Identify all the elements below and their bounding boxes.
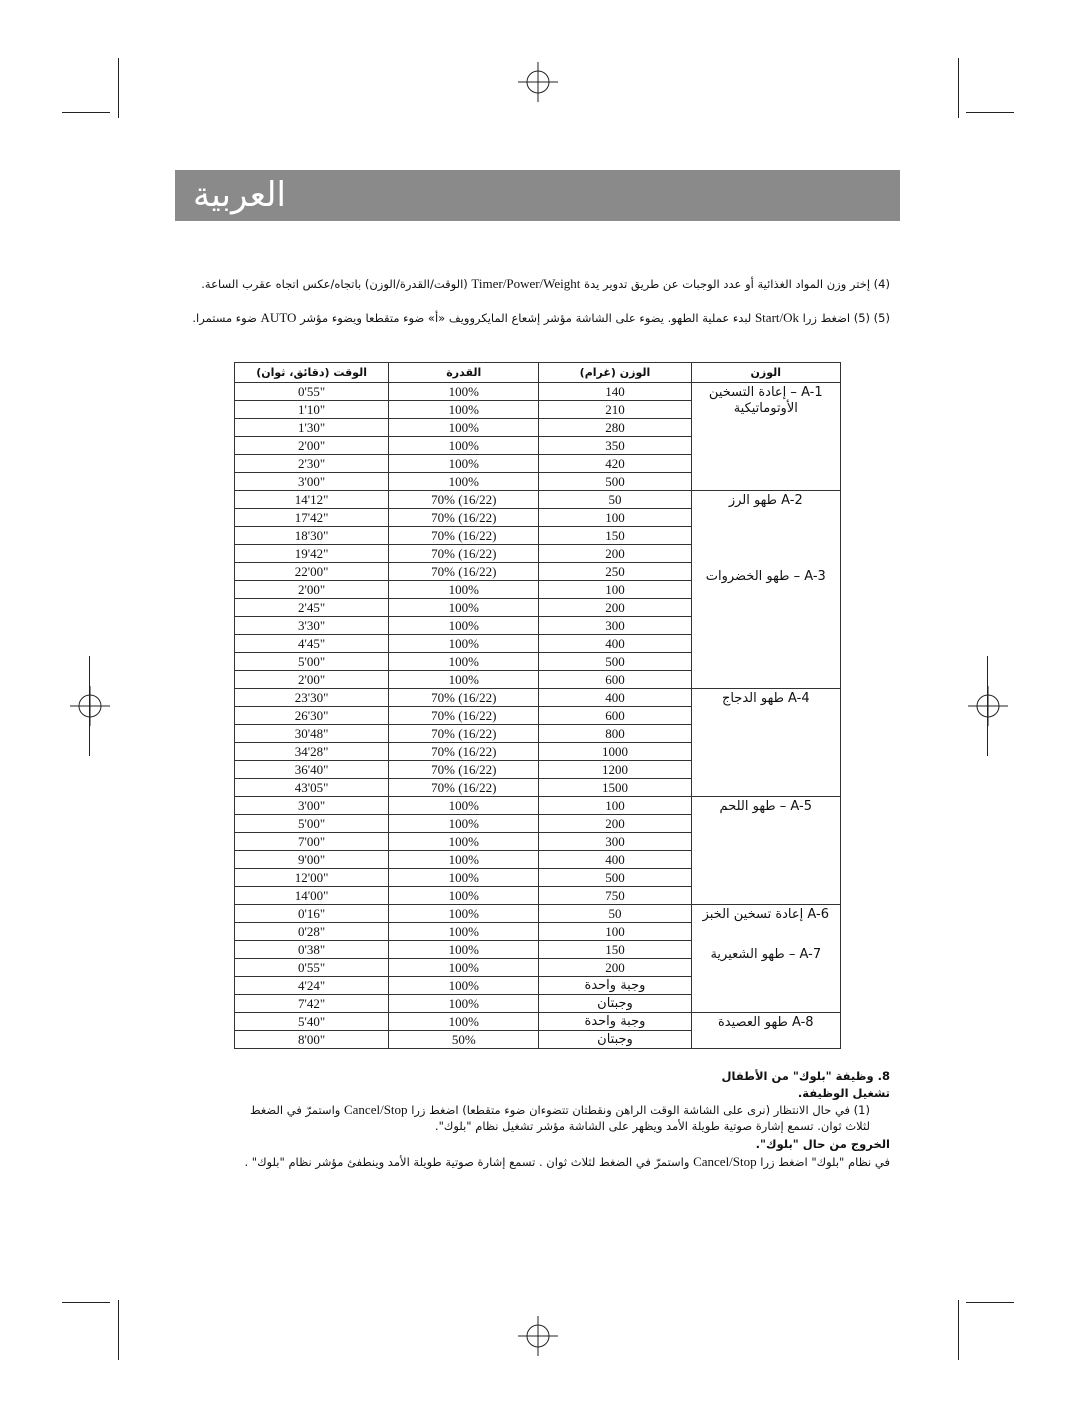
intro-step-5 [188, 310, 890, 326]
cell-time: 30'48" [235, 725, 389, 743]
crop-mark [958, 1300, 959, 1360]
step5-button: Start/Ok [754, 310, 800, 325]
cell-program [691, 797, 840, 905]
cell-time: 22'00" [235, 563, 389, 581]
step4-knob: Timer/Power/Weight [471, 276, 581, 291]
col-time: الوقت (دقائق، ثوان) [235, 363, 389, 383]
page-title: العربية [193, 175, 286, 215]
cell-time: 23'30" [235, 689, 389, 707]
table-row [235, 797, 841, 815]
cell-power: 100% [389, 581, 539, 599]
cell-power: 100% [389, 617, 539, 635]
cell-weight: 100 [539, 509, 691, 527]
cell-time: 5'40" [235, 1013, 389, 1031]
cell-time: 2'00" [235, 581, 389, 599]
cell-weight: 200 [539, 959, 691, 977]
col-weight: الوزن (غرام) [539, 363, 691, 383]
table-body [235, 383, 841, 1049]
cell-time: 3'00" [235, 797, 389, 815]
cell-time: 12'00" [235, 869, 389, 887]
step5-text: (5) (5) اضغط زرا [802, 311, 890, 325]
table-row [235, 905, 841, 923]
cell-time: 0'55" [235, 383, 389, 401]
table-header-row [235, 363, 841, 383]
table-row [235, 383, 841, 401]
cell-power: 100% [389, 635, 539, 653]
cell-weight: 750 [539, 887, 691, 905]
cell-weight: 1200 [539, 761, 691, 779]
cell-weight: 500 [539, 473, 691, 491]
crop-mark [966, 1302, 1014, 1303]
cell-power: 100% [389, 887, 539, 905]
cell-power: 70% (16/22) [389, 491, 539, 509]
program-label: A-4 طهو الدجاج [721, 691, 810, 706]
cell-time: 3'30" [235, 617, 389, 635]
registration-mark-icon [968, 686, 1008, 726]
cell-weight: 210 [539, 401, 691, 419]
program-label: A-8 طهو العصيدة [717, 1015, 814, 1030]
cell-weight: وجبة واحدة [539, 977, 691, 995]
cell-weight: 200 [539, 599, 691, 617]
step5-auto: AUTO [260, 310, 297, 325]
cell-weight: 100 [539, 797, 691, 815]
cell-time: 2'30" [235, 455, 389, 473]
program-label: A-5 – طهو اللحم [719, 799, 812, 814]
cell-time: 0'55" [235, 959, 389, 977]
cell-power: 70% (16/22) [389, 563, 539, 581]
cell-power: 100% [389, 815, 539, 833]
cell-weight: 140 [539, 383, 691, 401]
cell-weight: 250 [539, 563, 691, 581]
auto-cook-table [234, 362, 841, 1049]
cell-time: 17'42" [235, 509, 389, 527]
cell-power: 70% (16/22) [389, 779, 539, 797]
cell-weight: 1500 [539, 779, 691, 797]
cell-power: 100% [389, 977, 539, 995]
cell-weight: 400 [539, 689, 691, 707]
cell-power: 70% (16/22) [389, 689, 539, 707]
cell-weight: 200 [539, 545, 691, 563]
cell-weight: 150 [539, 527, 691, 545]
enable-text-a: (1) في حال الانتظار (نرى على الشاشة الوقت الراهن ونقطتان تتضوءان ضوء متقطعا) اضغط زرا [411, 1103, 870, 1117]
cell-power: 100% [389, 941, 539, 959]
cell-time: 34'28" [235, 743, 389, 761]
cell-weight: 400 [539, 635, 691, 653]
cell-power: 100% [389, 401, 539, 419]
cell-time: 26'30" [235, 707, 389, 725]
crop-mark [118, 58, 119, 118]
cell-power: 100% [389, 599, 539, 617]
cell-weight: 300 [539, 833, 691, 851]
cell-power: 100% [389, 923, 539, 941]
header-band [175, 170, 900, 221]
cell-weight: 1000 [539, 743, 691, 761]
crop-mark [958, 58, 959, 118]
cell-time: 7'00" [235, 833, 389, 851]
cell-time: 0'28" [235, 923, 389, 941]
exit-text-a: في نظام "بلوك" اضغط زرا [760, 1155, 890, 1169]
cell-weight: 600 [539, 671, 691, 689]
table-row [235, 689, 841, 707]
cell-weight: 500 [539, 869, 691, 887]
cell-weight: 500 [539, 653, 691, 671]
cell-weight: 800 [539, 725, 691, 743]
cell-weight: وجبة واحدة [539, 1013, 691, 1031]
crop-mark [89, 656, 90, 756]
cell-power: 100% [389, 419, 539, 437]
cell-power: 100% [389, 995, 539, 1013]
cell-weight: 350 [539, 437, 691, 455]
cell-power: 100% [389, 833, 539, 851]
cell-weight: 300 [539, 617, 691, 635]
cell-power: 100% [389, 653, 539, 671]
crop-mark [966, 112, 1014, 113]
cell-weight: 100 [539, 923, 691, 941]
cell-power: 70% (16/22) [389, 707, 539, 725]
cell-time: 9'00" [235, 851, 389, 869]
registration-mark-icon [70, 686, 110, 726]
cell-time: 2'45" [235, 599, 389, 617]
cell-power: 100% [389, 455, 539, 473]
crop-mark [118, 1300, 119, 1360]
cell-power: 100% [389, 869, 539, 887]
exit-button: Cancel/Stop [693, 1154, 757, 1169]
crop-mark [62, 112, 110, 113]
cell-program [691, 689, 840, 797]
crop-mark [987, 656, 988, 756]
cell-weight: 400 [539, 851, 691, 869]
cell-time: 5'00" [235, 653, 389, 671]
cell-time: 19'42" [235, 545, 389, 563]
program-label: A-1 – إعادة التسخين الأوتوماتيكية [708, 385, 823, 416]
cell-power: 70% (16/22) [389, 527, 539, 545]
cell-time: 1'10" [235, 401, 389, 419]
cell-power: 70% (16/22) [389, 761, 539, 779]
child-lock-exit-text [220, 1154, 890, 1170]
cell-time: 0'38" [235, 941, 389, 959]
child-lock-exit-title: الخروج من حال "بلوك". [755, 1137, 890, 1151]
cell-weight: 150 [539, 941, 691, 959]
cell-weight: 420 [539, 455, 691, 473]
cell-program [691, 905, 840, 1013]
cell-program [691, 491, 840, 689]
cell-weight: 50 [539, 491, 691, 509]
child-lock-enable-text [240, 1102, 870, 1134]
cell-weight: 280 [539, 419, 691, 437]
table-row [235, 1013, 841, 1031]
registration-mark-icon [518, 62, 558, 102]
cell-time: 8'00" [235, 1031, 389, 1049]
child-lock-enable-title: تشغيل الوظيفة. [797, 1086, 890, 1100]
cell-weight: 100 [539, 581, 691, 599]
cell-time: 0'16" [235, 905, 389, 923]
program-label: A-7 – طهو الشعيرية [710, 947, 822, 962]
cell-power: 70% (16/22) [389, 545, 539, 563]
cell-power: 100% [389, 671, 539, 689]
program-label: A-3 – طهو الخضروات [705, 569, 826, 584]
cell-time: 14'12" [235, 491, 389, 509]
cell-time: 2'00" [235, 671, 389, 689]
step5-tail: ضوء مستمرا. [192, 311, 257, 325]
cell-power: 100% [389, 383, 539, 401]
exit-text-b: واستمرّ في الضغط لثلاث ثوان . تسمع إشارة صوتية طويلة الأمد وينطفئ مؤشر نظام "بلوك" . [244, 1155, 690, 1169]
step4-tail: (الوقت/القدرة/الوزن) باتجاه/عكس اتجاه عقرب الساعة. [201, 277, 468, 291]
cell-weight: 600 [539, 707, 691, 725]
table-row [235, 491, 841, 509]
col-power: القدرة [389, 363, 539, 383]
cell-time: 43'05" [235, 779, 389, 797]
cell-weight: وجبتان [539, 995, 691, 1013]
cell-time: 1'30" [235, 419, 389, 437]
registration-mark-icon [518, 1316, 558, 1356]
cell-power: 100% [389, 1013, 539, 1031]
cell-power: 100% [389, 437, 539, 455]
cell-time: 2'00" [235, 437, 389, 455]
cell-power: 70% (16/22) [389, 725, 539, 743]
cell-weight: وجبتان [539, 1031, 691, 1049]
cell-time: 4'24" [235, 977, 389, 995]
intro-step-4 [188, 276, 890, 292]
cell-time: 7'42" [235, 995, 389, 1013]
cell-time: 36'40" [235, 761, 389, 779]
cell-power: 100% [389, 959, 539, 977]
enable-text-b: واستمرّ في الضغط لثلاث ثوان. تسمع إشارة صوتية طويلة الأمد ويظهر على الشاشة مؤشر تشغيل نظام "بلوك". [249, 1103, 870, 1133]
step4-text: (4) إختر وزن المواد الغذائية أو عدد الوجبات عن طريق تدوير يدة [584, 277, 890, 291]
cell-program [691, 383, 840, 491]
cell-time: 3'00" [235, 473, 389, 491]
cell-weight: 50 [539, 905, 691, 923]
crop-mark [62, 1302, 110, 1303]
program-label: A-6 إعادة تسخين الخبز [702, 907, 829, 922]
cell-power: 100% [389, 797, 539, 815]
cell-time: 4'45" [235, 635, 389, 653]
cell-power: 50% [389, 1031, 539, 1049]
enable-button: Cancel/Stop [343, 1102, 408, 1117]
cell-time: 18'30" [235, 527, 389, 545]
cell-program [691, 1013, 840, 1049]
cell-time: 5'00" [235, 815, 389, 833]
cell-power: 100% [389, 905, 539, 923]
step5-mid: لبدء عملية الطهو. يضوء على الشاشة مؤشر إشعاع المايكروويف «أ» ضوء متقطعا ويضوء مؤشر [300, 311, 752, 325]
program-label: A-2 طهو الرز [728, 493, 803, 508]
cell-power: 100% [389, 851, 539, 869]
cell-power: 70% (16/22) [389, 509, 539, 527]
cell-power: 70% (16/22) [389, 743, 539, 761]
child-lock-title: 8. وظيفة "بلوك" من الأطفال [721, 1069, 890, 1083]
col-program: الوزن [691, 363, 840, 383]
cell-power: 100% [389, 473, 539, 491]
cell-time: 14'00" [235, 887, 389, 905]
cell-weight: 200 [539, 815, 691, 833]
